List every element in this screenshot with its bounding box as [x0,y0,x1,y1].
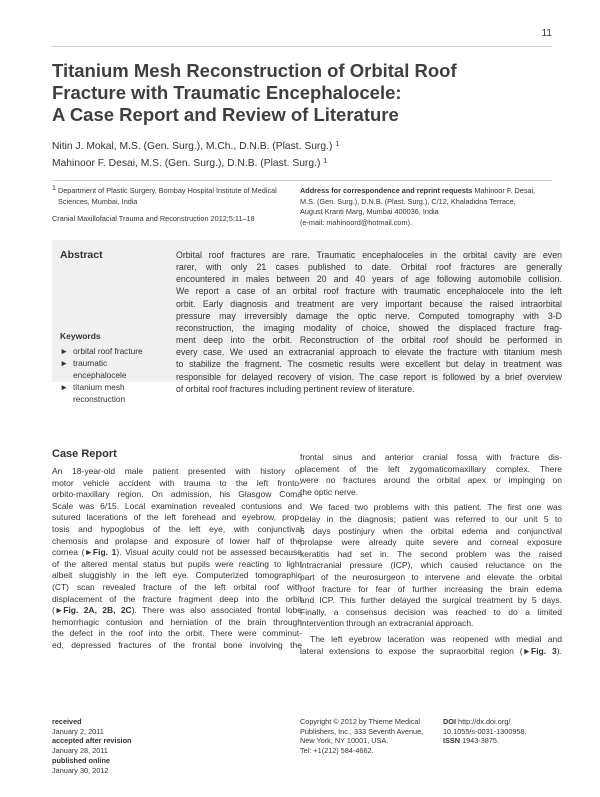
text-line: tosis and hypoglobus of the left eye, with conjunctival [52,523,302,534]
body-column-right [300,452,562,657]
text-line: ment deep into the orbit. Reconstruction of the orbital roof should be performed in [176,335,562,346]
correspondence-line [300,218,560,229]
footer-copyright-line: Copyright © 2012 by Thieme Medical [300,717,421,726]
affiliation-line [52,197,292,208]
keyword-bullet-icon: ► [60,346,69,356]
correspondence-text: M.S. (Gen. Surg.), D.N.B. (Plast. Surg.), C/12, Khaladidna Terrace, [300,196,516,206]
header-rule [52,46,552,47]
text-line: The left eyebrow laceration was reopened with medial and [310,633,562,644]
text-line: reconstruction, the imaging modality of choice, showed the displaced fracture frag- [176,322,562,333]
text-line: 6 days postinjury when the orbital edema and conjunctival [300,525,562,536]
footer-date-line: accepted after revision [52,736,132,746]
keyword-text: traumatic [73,358,108,368]
text-line: (►Fig. 2A, 2B, 2C). There was also associated frontal lobe [52,605,302,616]
correspondence-line [300,186,560,197]
text-line: to stabilize the fragment. The cosmetic results were excellent but delay in treatment was [176,359,562,370]
affiliation-text [52,186,292,207]
author [52,155,339,172]
title-line: Titanium Mesh Reconstruction of Orbital Roof [52,60,457,81]
title-line: Fracture with Traumatic Encephalocele: [52,82,402,103]
article-title [52,60,522,126]
footer-doi-value: http://dx.doi.org/ [458,717,511,726]
affiliation-line [52,186,292,197]
text-line: ed, depressed fractures of the frontal bone involving the [52,639,302,650]
text-line: the defect in the roof into the orbit. There were comminut- [52,628,302,639]
text-line: chemosis and prolapse and exposure of lower half of the [52,535,302,546]
text-line: of orbital roof fractures including pertinent review of literature. [176,383,415,394]
correspondence-text: Mahinoor F. Desai, [474,186,536,195]
keyword-text: orbital roof fracture [73,346,143,356]
text-line: every case. We used an extracranial approach to elevate the fracture with titanium mesh [176,347,562,358]
footer-dates [52,717,132,775]
affiliation-block [52,186,292,225]
author-name: Nitin J. Mokal, M.S. (Gen. Surg.), M.Ch., D.N.B. (Plast. Surg.) [52,141,333,152]
footer-doi-line [443,727,527,737]
footer-doi [443,717,527,746]
text-line: were no fractures around the orbital apex or impinging on [300,475,562,486]
footer-doi-line [443,717,527,727]
text-line: orbito-maxillary region. On admission, his Glasgow Coma [52,489,302,500]
text-line: sutured lacerations of the left forehead and eyebrow, prop- [52,512,302,523]
author [52,138,339,155]
keyword-bullet-icon: ► [60,358,69,368]
journal-reference: Cranial Maxillofacial Trauma and Reconstruction 2012;5:11–18 [52,214,255,223]
text-line: hemorrhagic contusion and herniation of the brain through [52,616,302,627]
text-line: (CT) scan revealed fracture of the left orbital roof with [52,581,302,592]
text-line: rarer, with only 21 cases published to date. Orbital roof fractures are generally [176,262,562,273]
footer-date-line: January 28, 2011 [52,746,108,756]
text-line: keratitis had set in. The second problem was the raised [300,548,562,559]
text-line: roof fracture for fear of further increasing the brain edema [300,583,562,594]
footer-copyright-line: Tel: +1(212) 584-4662. [300,746,374,756]
footer-doi-line [443,736,527,746]
keyword-bullet-icon: ► [60,382,69,392]
footer-doi-value: 10.1055/s-0031-1300958. [443,726,527,736]
keyword-text: reconstruction [73,394,126,404]
page-number: 11 [541,28,552,39]
footer-date-line: January 30, 2012 [52,765,109,775]
text-line: Finally, a consensus decision was reached to do a limited [300,606,562,617]
text-line: orbit. Early diagnosis and treatment are very important because the raised intraorbital [176,298,562,309]
text-line: pressure may irreversibly damage the optic nerve. Computed tomography with 3-D [176,310,562,321]
text-line: intervention through an extracranial approach. [300,618,474,629]
correspondence-line [300,207,560,218]
footer-date-line: received [52,717,82,726]
footer-doi-label: ISSN [443,736,461,746]
keyword-text: titanium mesh [73,382,125,392]
author-name: Mahinoor F. Desai, M.S. (Gen. Surg.), D.N.B. (Plast. Surg.) [52,158,321,169]
affiliation-rule [52,180,552,181]
footer-date-line: published online [52,755,110,765]
correspondence-line [300,197,560,208]
author-affiliation-mark: 1 [323,158,328,165]
abstract-heading: Abstract [60,249,103,261]
text-line: delay in the diagnosis; patient was referred to our unit 5 to [300,513,562,524]
text-line: frontal sinus and anterior cranial fossa with fracture dis- [300,452,562,462]
footer-copyright-line: Publishers, Inc., 333 Seventh Avenue, [300,726,424,736]
footer-doi-label: DOI [443,717,456,726]
correspondence-label: Address for correspondence and reprint requests [300,186,473,195]
text-line: motor vehicle accident with trauma to the left fronto- [52,477,302,488]
abstract-body [176,249,562,395]
text-line: part of the neurosurgeon to intervene and elevate the orbital [300,571,562,582]
correspondence-text: August Kranti Marg, Mumbai 400036, India [300,207,439,216]
text-line: Scale was 6/15. Local examination revealed contusions and [52,500,302,511]
text-line: We report a case of an orbital roof fracture with traumatic encephalocele into the left [176,286,562,297]
footer-copyright-line: New York, NY 10001, USA. [300,736,389,746]
correspondence-block [300,186,560,228]
text-line: We faced two problems with this patient. The first one was [310,502,562,513]
footer-doi-value: 1943-3875. [462,736,499,746]
body-column-left [52,466,302,652]
text-line: placement of the left zygomaticomaxillary complex. There [300,463,562,474]
text-line: responsible for delayed recovery of vision. The case report is followed by a brief overview [176,371,562,382]
text-line: albeit sluggishly in the left eye. Computerized tomographic [52,570,302,581]
text-line: intracranial pressure (ICP), which caused reluctance on the [300,560,562,571]
keyword-item [60,381,170,405]
text-line: of the altered mental status but pupils were reacting to light [52,558,302,569]
affiliation-text-line: Sciences, Mumbai, India [58,196,138,206]
text-line: lateral extensions to expose the supraorbital region (►Fig. 3). [300,645,562,656]
text-line: the optic nerve. [300,486,359,497]
correspondence-text: (e-mail: mahinoord@hotmail.com). [300,217,413,227]
keywords-heading: Keywords [60,331,101,341]
title-line: A Case Report and Review of Literature [52,104,399,125]
section-heading-case-report: Case Report [52,448,117,460]
affiliation-text-line: Department of Plastic Surgery, Bombay Hospital Institute of Medical [57,186,277,195]
footer-date-line: January 2, 2011 [52,726,104,736]
footer-copyright [300,717,423,756]
keyword-item [60,345,170,357]
text-line: prolapse were already quite severe and corneal exposure [300,537,562,548]
text-line: Orbital roof fractures are rare. Traumatic encephaloceles in the orbital cavity are even [176,250,562,260]
keyword-text: encephalocele [73,370,127,380]
keyword-list [60,345,170,405]
text-line: cornea (►Fig. 1). Visual acuity could not be assessed because [52,547,303,558]
author-list [52,138,339,172]
text-line: An 18-year-old male patient presented with history of [52,466,302,476]
keyword-item [60,357,170,381]
affiliation-mark: 1 [52,185,56,192]
text-line: encountered in males between 20 and 40 years of age following automobile collision. [176,274,562,285]
text-line: displacement of the fracture fragment deep into the orbit [52,593,302,604]
text-line: and ICP. This further delayed the surgical treatment by 5 days. [300,595,562,606]
author-affiliation-mark: 1 [335,141,340,148]
